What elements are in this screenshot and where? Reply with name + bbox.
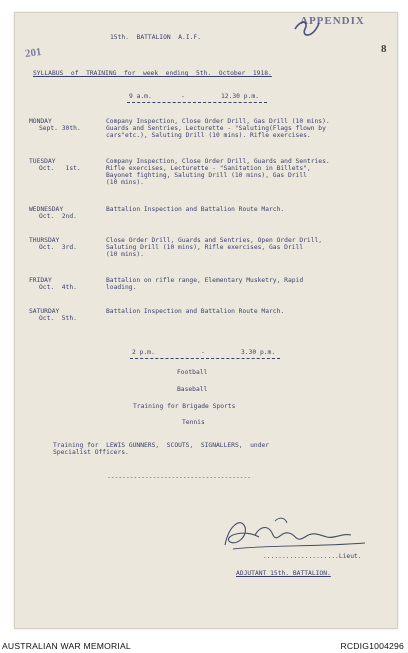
date-label: Oct. 2nd. [39, 213, 77, 220]
activity-line: Company Inspection, Close Order Drill, Gas Drill (10 mins). [106, 118, 330, 125]
date-label: Oct. 4th. [39, 284, 77, 291]
activity-line: Battalion Inspection and Battalion Route March. [106, 308, 285, 315]
date-label: Sept. 30th. [39, 125, 81, 132]
activity-line: Battalion on rifle range, Elementary Musketry, Rapid [106, 277, 304, 284]
date-label: Oct. 5th. [39, 315, 77, 322]
morning-underline [127, 102, 267, 103]
afternoon-start: 2 p.m. [132, 349, 155, 356]
specialist-line: Specialist Officers. [53, 449, 129, 456]
afternoon-activity: Baseball [177, 386, 208, 393]
morning-start: 9 a.m. [129, 93, 152, 100]
activity-line: Bayonet fighting, Saluting Drill (10 mins), Gas Drill [106, 172, 307, 179]
appendix-number: 8 [381, 43, 387, 55]
activity-line: Battalion Inspection and Battalion Route March. [106, 206, 285, 213]
document-page [14, 12, 398, 629]
activity-line: Saluting Drill (10 mins), Rifle exercises, Gas Drill [106, 244, 304, 251]
appendix-scribble [291, 17, 325, 43]
unit-heading: 15th. BATTALION A.I.F. [110, 34, 201, 41]
morning-end: 12.30 p.m. [221, 93, 259, 100]
activity-line: Rifle exercises, Lecturette - "Sanitation in Billets", [106, 165, 311, 172]
afternoon-underline [130, 358, 280, 359]
adjutant-title: ADJUTANT 15th. BATTALION. [236, 570, 331, 577]
footer-right: RCDIG1004296 [340, 641, 404, 651]
afternoon-dash: - [201, 349, 205, 356]
afternoon-activity: Training for Brigade Sports [133, 403, 236, 410]
activity-line: Guards and Sentries, Lecturette - "Saluting(Flags flown by [106, 125, 326, 132]
day-label: THURSDAY [29, 237, 60, 244]
morning-dash: - [181, 93, 185, 100]
day-label: FRIDAY [29, 277, 52, 284]
appendix-stamp: APPENDIX [300, 15, 365, 27]
activity-line: Company Inspection, Close Order Drill, Guards and Sentries. [106, 158, 330, 165]
activity-line: loading. [106, 284, 137, 291]
divider-line: -------------------------------------- [107, 474, 252, 481]
syllabus-title: SYLLABUS of TRAINING for week ending 5th. October 1918. [33, 70, 272, 77]
date-label: Oct. 3rd. [39, 244, 77, 251]
specialist-line: Training for LEWIS GUNNERS, SCOUTS, SIGNALLERS, under [53, 442, 270, 449]
date-label: Oct. 1st. [39, 165, 81, 172]
day-label: TUESDAY [29, 158, 56, 165]
activity-line: (10 mins). [106, 179, 144, 186]
day-label: MONDAY [29, 118, 52, 125]
activity-line: Close Order Drill, Guards and Sentries, Open Order Drill, [106, 237, 323, 244]
registry-stamp: 201 [24, 45, 43, 61]
footer-left: AUSTRALIAN WAR MEMORIAL [2, 641, 131, 651]
signature [215, 507, 375, 557]
afternoon-activity: Football [177, 369, 208, 376]
activity-line: cars"etc.), Saluting Drill (10 mins). Rifle exercises. [106, 132, 311, 139]
afternoon-activity: Tennis [182, 419, 205, 426]
activity-line: (10 mins). [106, 251, 144, 258]
day-label: WEDNESDAY [29, 206, 64, 213]
signature-lieut: ....................Lieut. [263, 553, 362, 560]
day-label: SATURDAY [29, 308, 60, 315]
afternoon-end: 3.30 p.m. [241, 349, 276, 356]
